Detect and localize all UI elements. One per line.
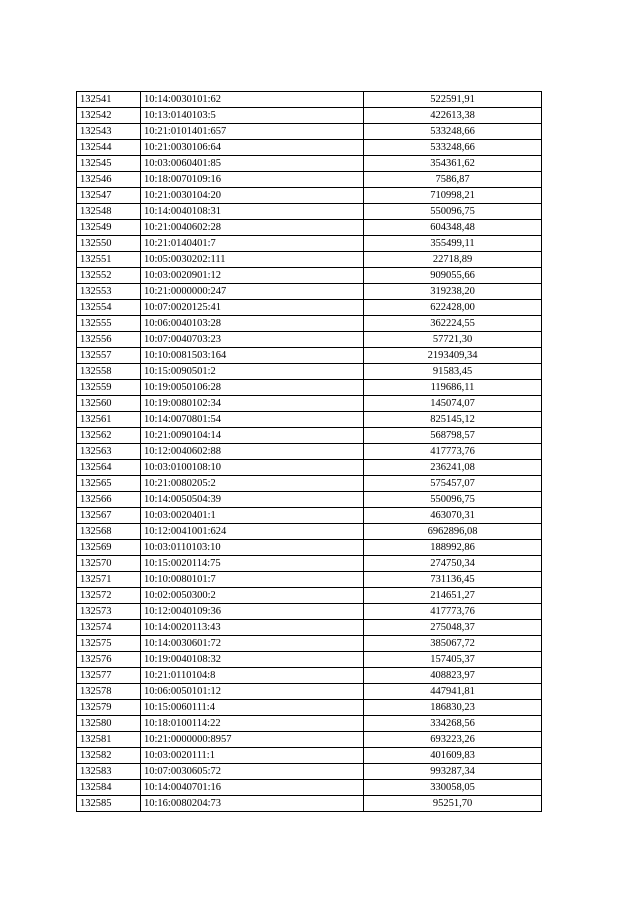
cadastral-number-cell: 10:12:0040109:36 [141, 604, 364, 620]
row-number-cell: 132547 [77, 188, 141, 204]
cadastral-number-cell: 10:06:0040103:28 [141, 316, 364, 332]
cadastral-value-cell: 533248,66 [364, 124, 542, 140]
row-number-cell: 132558 [77, 364, 141, 380]
row-number-cell: 132576 [77, 652, 141, 668]
cadastral-value-cell: 330058,05 [364, 780, 542, 796]
cadastral-number-cell: 10:03:0020111:1 [141, 748, 364, 764]
table-row [77, 412, 542, 428]
row-number-cell: 132585 [77, 796, 141, 812]
row-number-cell: 132583 [77, 764, 141, 780]
cadastral-value-cell: 710998,21 [364, 188, 542, 204]
table-row [77, 460, 542, 476]
cadastral-number-cell: 10:07:0020125:41 [141, 300, 364, 316]
table-row [77, 572, 542, 588]
cadastral-number-cell: 10:12:0041001:624 [141, 524, 364, 540]
row-number-cell: 132580 [77, 716, 141, 732]
row-number-cell: 132559 [77, 380, 141, 396]
row-number-cell: 132582 [77, 748, 141, 764]
table-row [77, 220, 542, 236]
cadastral-value-cell: 408823,97 [364, 668, 542, 684]
table-row [77, 428, 542, 444]
row-number-cell: 132567 [77, 508, 141, 524]
cadastral-number-cell: 10:21:0140401:7 [141, 236, 364, 252]
cadastral-value-cell: 422613,38 [364, 108, 542, 124]
row-number-cell: 132550 [77, 236, 141, 252]
cadastral-value-cell: 463070,31 [364, 508, 542, 524]
cadastral-number-cell: 10:14:0040701:16 [141, 780, 364, 796]
row-number-cell: 132581 [77, 732, 141, 748]
cadastral-value-cell: 993287,34 [364, 764, 542, 780]
table-row [77, 668, 542, 684]
table-row [77, 652, 542, 668]
cadastral-number-cell: 10:10:0081503:164 [141, 348, 364, 364]
table-row [77, 348, 542, 364]
cadastral-number-cell: 10:14:0030601:72 [141, 636, 364, 652]
cadastral-value-cell: 575457,07 [364, 476, 542, 492]
cadastral-value-cell: 909055,66 [364, 268, 542, 284]
table-row [77, 252, 542, 268]
cadastral-number-cell: 10:19:0050106:28 [141, 380, 364, 396]
table-row [77, 748, 542, 764]
table-row [77, 380, 542, 396]
table-row [77, 524, 542, 540]
table-row [77, 156, 542, 172]
cadastral-value-cell: 91583,45 [364, 364, 542, 380]
cadastral-number-cell: 10:05:0030202:111 [141, 252, 364, 268]
cadastral-number-cell: 10:15:0060111:4 [141, 700, 364, 716]
row-number-cell: 132545 [77, 156, 141, 172]
cadastral-value-cell: 2193409,34 [364, 348, 542, 364]
table-row [77, 620, 542, 636]
row-number-cell: 132556 [77, 332, 141, 348]
row-number-cell: 132548 [77, 204, 141, 220]
cadastral-number-cell: 10:07:0030605:72 [141, 764, 364, 780]
table-row [77, 476, 542, 492]
table-row [77, 316, 542, 332]
cadastral-number-cell: 10:21:0000000:8957 [141, 732, 364, 748]
row-number-cell: 132568 [77, 524, 141, 540]
table-row [77, 300, 542, 316]
table-row [77, 396, 542, 412]
cadastral-value-cell: 274750,34 [364, 556, 542, 572]
cadastral-number-cell: 10:21:0080205:2 [141, 476, 364, 492]
table-row [77, 604, 542, 620]
cadastral-number-cell: 10:21:0101401:657 [141, 124, 364, 140]
cadastral-value-cell: 157405,37 [364, 652, 542, 668]
row-number-cell: 132561 [77, 412, 141, 428]
cadastral-value-cell: 7586,87 [364, 172, 542, 188]
cadastral-value-cell: 417773,76 [364, 444, 542, 460]
cadastral-value-cell: 236241,08 [364, 460, 542, 476]
row-number-cell: 132541 [77, 92, 141, 108]
table-row [77, 492, 542, 508]
table-row [77, 332, 542, 348]
cadastral-value-cell: 693223,26 [364, 732, 542, 748]
cadastral-value-cell: 354361,62 [364, 156, 542, 172]
table-row [77, 364, 542, 380]
cadastral-value-table [76, 91, 542, 812]
row-number-cell: 132552 [77, 268, 141, 284]
row-number-cell: 132578 [77, 684, 141, 700]
table-row [77, 140, 542, 156]
row-number-cell: 132549 [77, 220, 141, 236]
cadastral-number-cell: 10:18:0100114:22 [141, 716, 364, 732]
row-number-cell: 132542 [77, 108, 141, 124]
cadastral-number-cell: 10:21:0090104:14 [141, 428, 364, 444]
row-number-cell: 132543 [77, 124, 141, 140]
table-row [77, 284, 542, 300]
cadastral-value-cell: 550096,75 [364, 204, 542, 220]
cadastral-value-cell: 6962896,08 [364, 524, 542, 540]
cadastral-number-cell: 10:02:0050300:2 [141, 588, 364, 604]
cadastral-value-cell: 731136,45 [364, 572, 542, 588]
table-row [77, 172, 542, 188]
table-row [77, 716, 542, 732]
cadastral-number-cell: 10:03:0100108:10 [141, 460, 364, 476]
cadastral-value-cell: 362224,55 [364, 316, 542, 332]
cadastral-value-cell: 522591,91 [364, 92, 542, 108]
cadastral-number-cell: 10:10:0080101:7 [141, 572, 364, 588]
cadastral-value-cell: 319238,20 [364, 284, 542, 300]
cadastral-value-cell: 533248,66 [364, 140, 542, 156]
cadastral-number-cell: 10:21:0000000:247 [141, 284, 364, 300]
cadastral-value-cell: 550096,75 [364, 492, 542, 508]
row-number-cell: 132573 [77, 604, 141, 620]
cadastral-value-cell: 214651,27 [364, 588, 542, 604]
row-number-cell: 132574 [77, 620, 141, 636]
row-number-cell: 132572 [77, 588, 141, 604]
cadastral-value-cell: 355499,11 [364, 236, 542, 252]
table-row [77, 540, 542, 556]
cadastral-number-cell: 10:03:0060401:85 [141, 156, 364, 172]
cadastral-value-cell: 417773,76 [364, 604, 542, 620]
row-number-cell: 132546 [77, 172, 141, 188]
cadastral-value-cell: 188992,86 [364, 540, 542, 556]
table-row [77, 700, 542, 716]
table-row [77, 556, 542, 572]
cadastral-number-cell: 10:07:0040703:23 [141, 332, 364, 348]
table-row [77, 444, 542, 460]
cadastral-value-cell: 604348,48 [364, 220, 542, 236]
table-row [77, 684, 542, 700]
cadastral-number-cell: 10:14:0070801:54 [141, 412, 364, 428]
row-number-cell: 132584 [77, 780, 141, 796]
cadastral-number-cell: 10:21:0110104:8 [141, 668, 364, 684]
table-row [77, 588, 542, 604]
table-row [77, 268, 542, 284]
cadastral-number-cell: 10:21:0040602:28 [141, 220, 364, 236]
cadastral-value-cell: 275048,37 [364, 620, 542, 636]
cadastral-number-cell: 10:14:0020113:43 [141, 620, 364, 636]
table-row [77, 732, 542, 748]
table-row [77, 108, 542, 124]
cadastral-number-cell: 10:16:0080204:73 [141, 796, 364, 812]
table-row [77, 764, 542, 780]
cadastral-number-cell: 10:03:0110103:10 [141, 540, 364, 556]
row-number-cell: 132562 [77, 428, 141, 444]
cadastral-value-cell: 568798,57 [364, 428, 542, 444]
cadastral-value-cell: 145074,07 [364, 396, 542, 412]
row-number-cell: 132564 [77, 460, 141, 476]
row-number-cell: 132563 [77, 444, 141, 460]
row-number-cell: 132565 [77, 476, 141, 492]
row-number-cell: 132575 [77, 636, 141, 652]
cadastral-number-cell: 10:03:0020901:12 [141, 268, 364, 284]
cadastral-value-cell: 119686,11 [364, 380, 542, 396]
cadastral-value-cell: 22718,89 [364, 252, 542, 268]
row-number-cell: 132571 [77, 572, 141, 588]
table-row [77, 92, 542, 108]
cadastral-value-cell: 57721,30 [364, 332, 542, 348]
cadastral-value-cell: 401609,83 [364, 748, 542, 764]
cadastral-value-cell: 825145,12 [364, 412, 542, 428]
cadastral-number-cell: 10:21:0030106:64 [141, 140, 364, 156]
cadastral-number-cell: 10:19:0080102:34 [141, 396, 364, 412]
cadastral-value-cell: 622428,00 [364, 300, 542, 316]
table-row [77, 236, 542, 252]
row-number-cell: 132579 [77, 700, 141, 716]
cadastral-number-cell: 10:19:0040108:32 [141, 652, 364, 668]
table-row [77, 188, 542, 204]
cadastral-number-cell: 10:12:0040602:88 [141, 444, 364, 460]
table-row [77, 508, 542, 524]
row-number-cell: 132560 [77, 396, 141, 412]
table-body [77, 92, 542, 812]
row-number-cell: 132570 [77, 556, 141, 572]
cadastral-value-cell: 334268,56 [364, 716, 542, 732]
cadastral-number-cell: 10:14:0050504:39 [141, 492, 364, 508]
table-row [77, 124, 542, 140]
cadastral-number-cell: 10:06:0050101:12 [141, 684, 364, 700]
table-row [77, 780, 542, 796]
row-number-cell: 132551 [77, 252, 141, 268]
cadastral-value-cell: 95251,70 [364, 796, 542, 812]
cadastral-number-cell: 10:15:0090501:2 [141, 364, 364, 380]
cadastral-number-cell: 10:14:0040108:31 [141, 204, 364, 220]
cadastral-number-cell: 10:15:0020114:75 [141, 556, 364, 572]
row-number-cell: 132555 [77, 316, 141, 332]
cadastral-value-cell: 447941,81 [364, 684, 542, 700]
row-number-cell: 132577 [77, 668, 141, 684]
cadastral-number-cell: 10:18:0070109:16 [141, 172, 364, 188]
cadastral-number-cell: 10:03:0020401:1 [141, 508, 364, 524]
table-row [77, 204, 542, 220]
row-number-cell: 132569 [77, 540, 141, 556]
cadastral-number-cell: 10:13:0140103:5 [141, 108, 364, 124]
table-row [77, 636, 542, 652]
table-row [77, 796, 542, 812]
row-number-cell: 132554 [77, 300, 141, 316]
row-number-cell: 132566 [77, 492, 141, 508]
cadastral-number-cell: 10:14:0030101:62 [141, 92, 364, 108]
row-number-cell: 132553 [77, 284, 141, 300]
row-number-cell: 132544 [77, 140, 141, 156]
cadastral-value-cell: 186830,23 [364, 700, 542, 716]
cadastral-value-cell: 385067,72 [364, 636, 542, 652]
cadastral-number-cell: 10:21:0030104:20 [141, 188, 364, 204]
row-number-cell: 132557 [77, 348, 141, 364]
